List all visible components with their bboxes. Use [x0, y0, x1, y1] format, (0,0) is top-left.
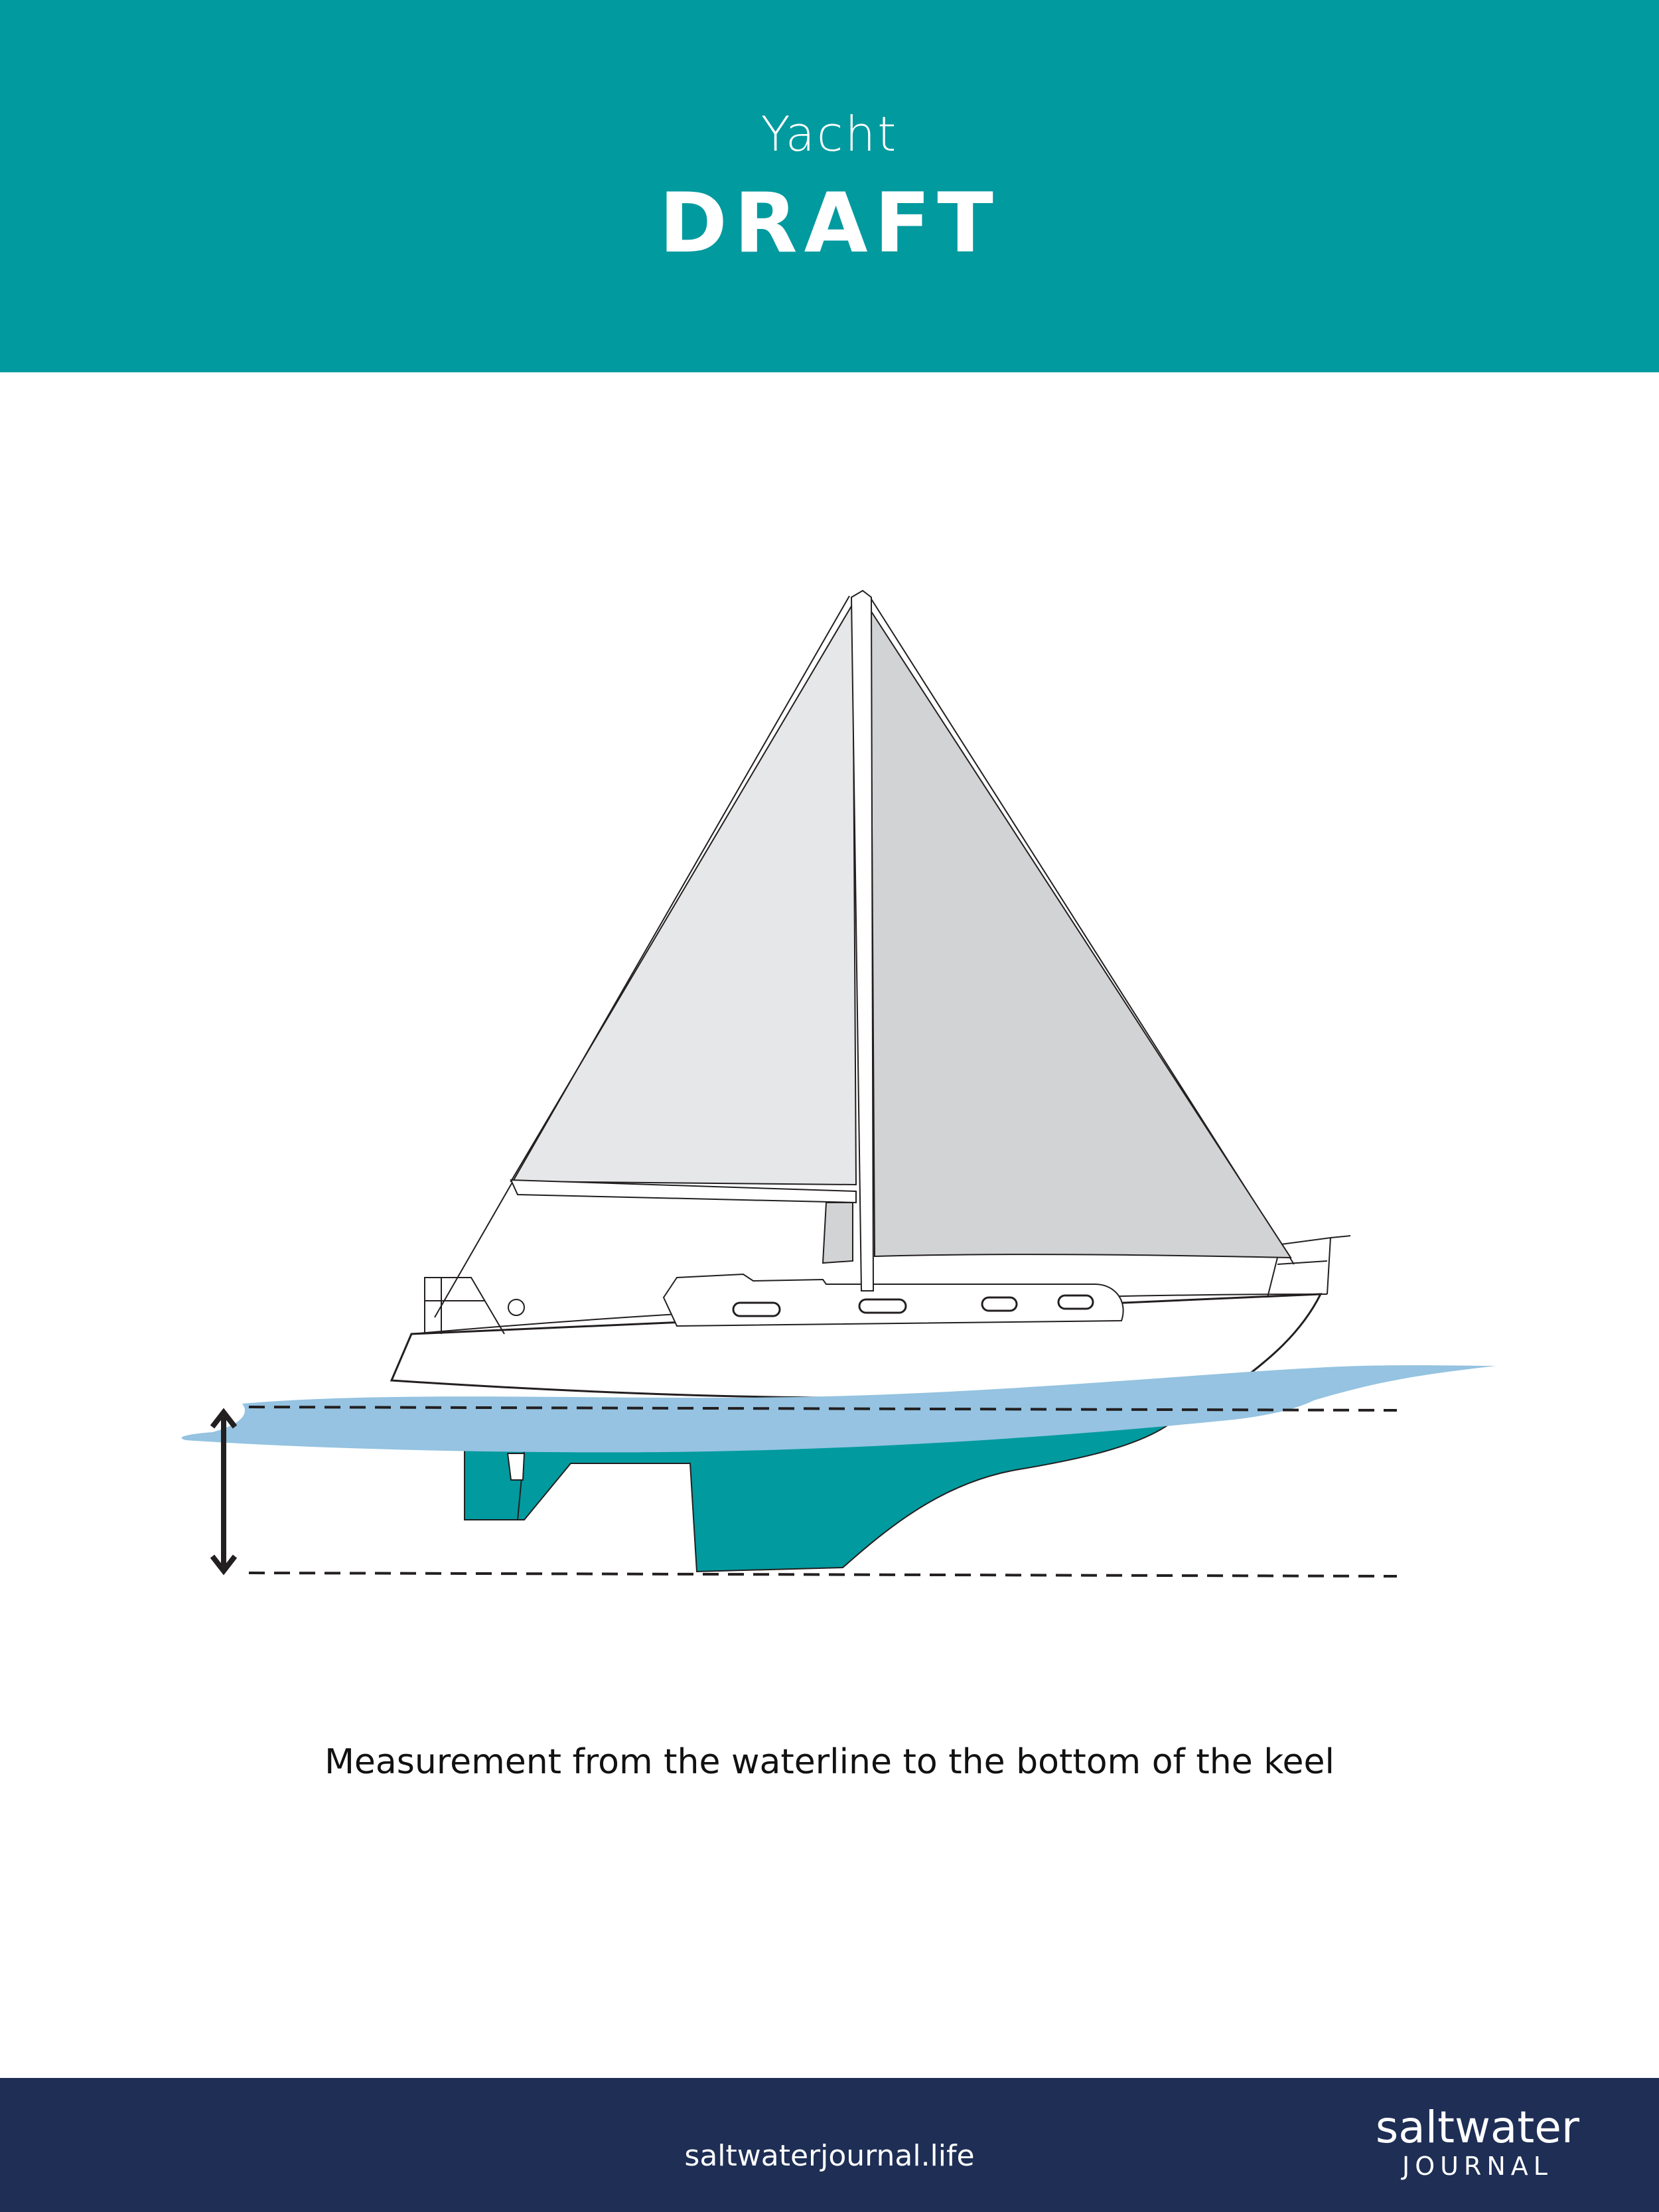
staysail — [823, 1203, 853, 1263]
brand-sub: JOURNAL — [1402, 2152, 1553, 2181]
header-subtitle: Yacht — [760, 106, 899, 162]
saltwater-journal-logo — [1376, 2104, 1579, 2181]
mainsail — [871, 611, 1291, 1258]
diagram-caption: Measurement from the waterline to the bottom of the keel — [325, 1742, 1334, 1782]
stern-pulpit — [425, 1278, 504, 1334]
keel-bottom-dashed — [249, 1573, 1397, 1576]
rudder-fitting — [508, 1453, 524, 1480]
yacht-draft-illustration — [0, 372, 1659, 2078]
brand-name: saltwater — [1375, 2102, 1579, 2153]
porthole — [982, 1297, 1017, 1311]
header-banner — [0, 0, 1659, 372]
footer-bar — [0, 2078, 1659, 2212]
porthole — [733, 1303, 780, 1316]
porthole — [1058, 1295, 1093, 1309]
header-title: DRAFT — [659, 176, 1000, 271]
footer-url[interactable]: saltwaterjournal.life — [684, 2139, 975, 2173]
jib-sail — [511, 604, 856, 1185]
porthole — [859, 1299, 906, 1313]
winch — [508, 1299, 524, 1315]
